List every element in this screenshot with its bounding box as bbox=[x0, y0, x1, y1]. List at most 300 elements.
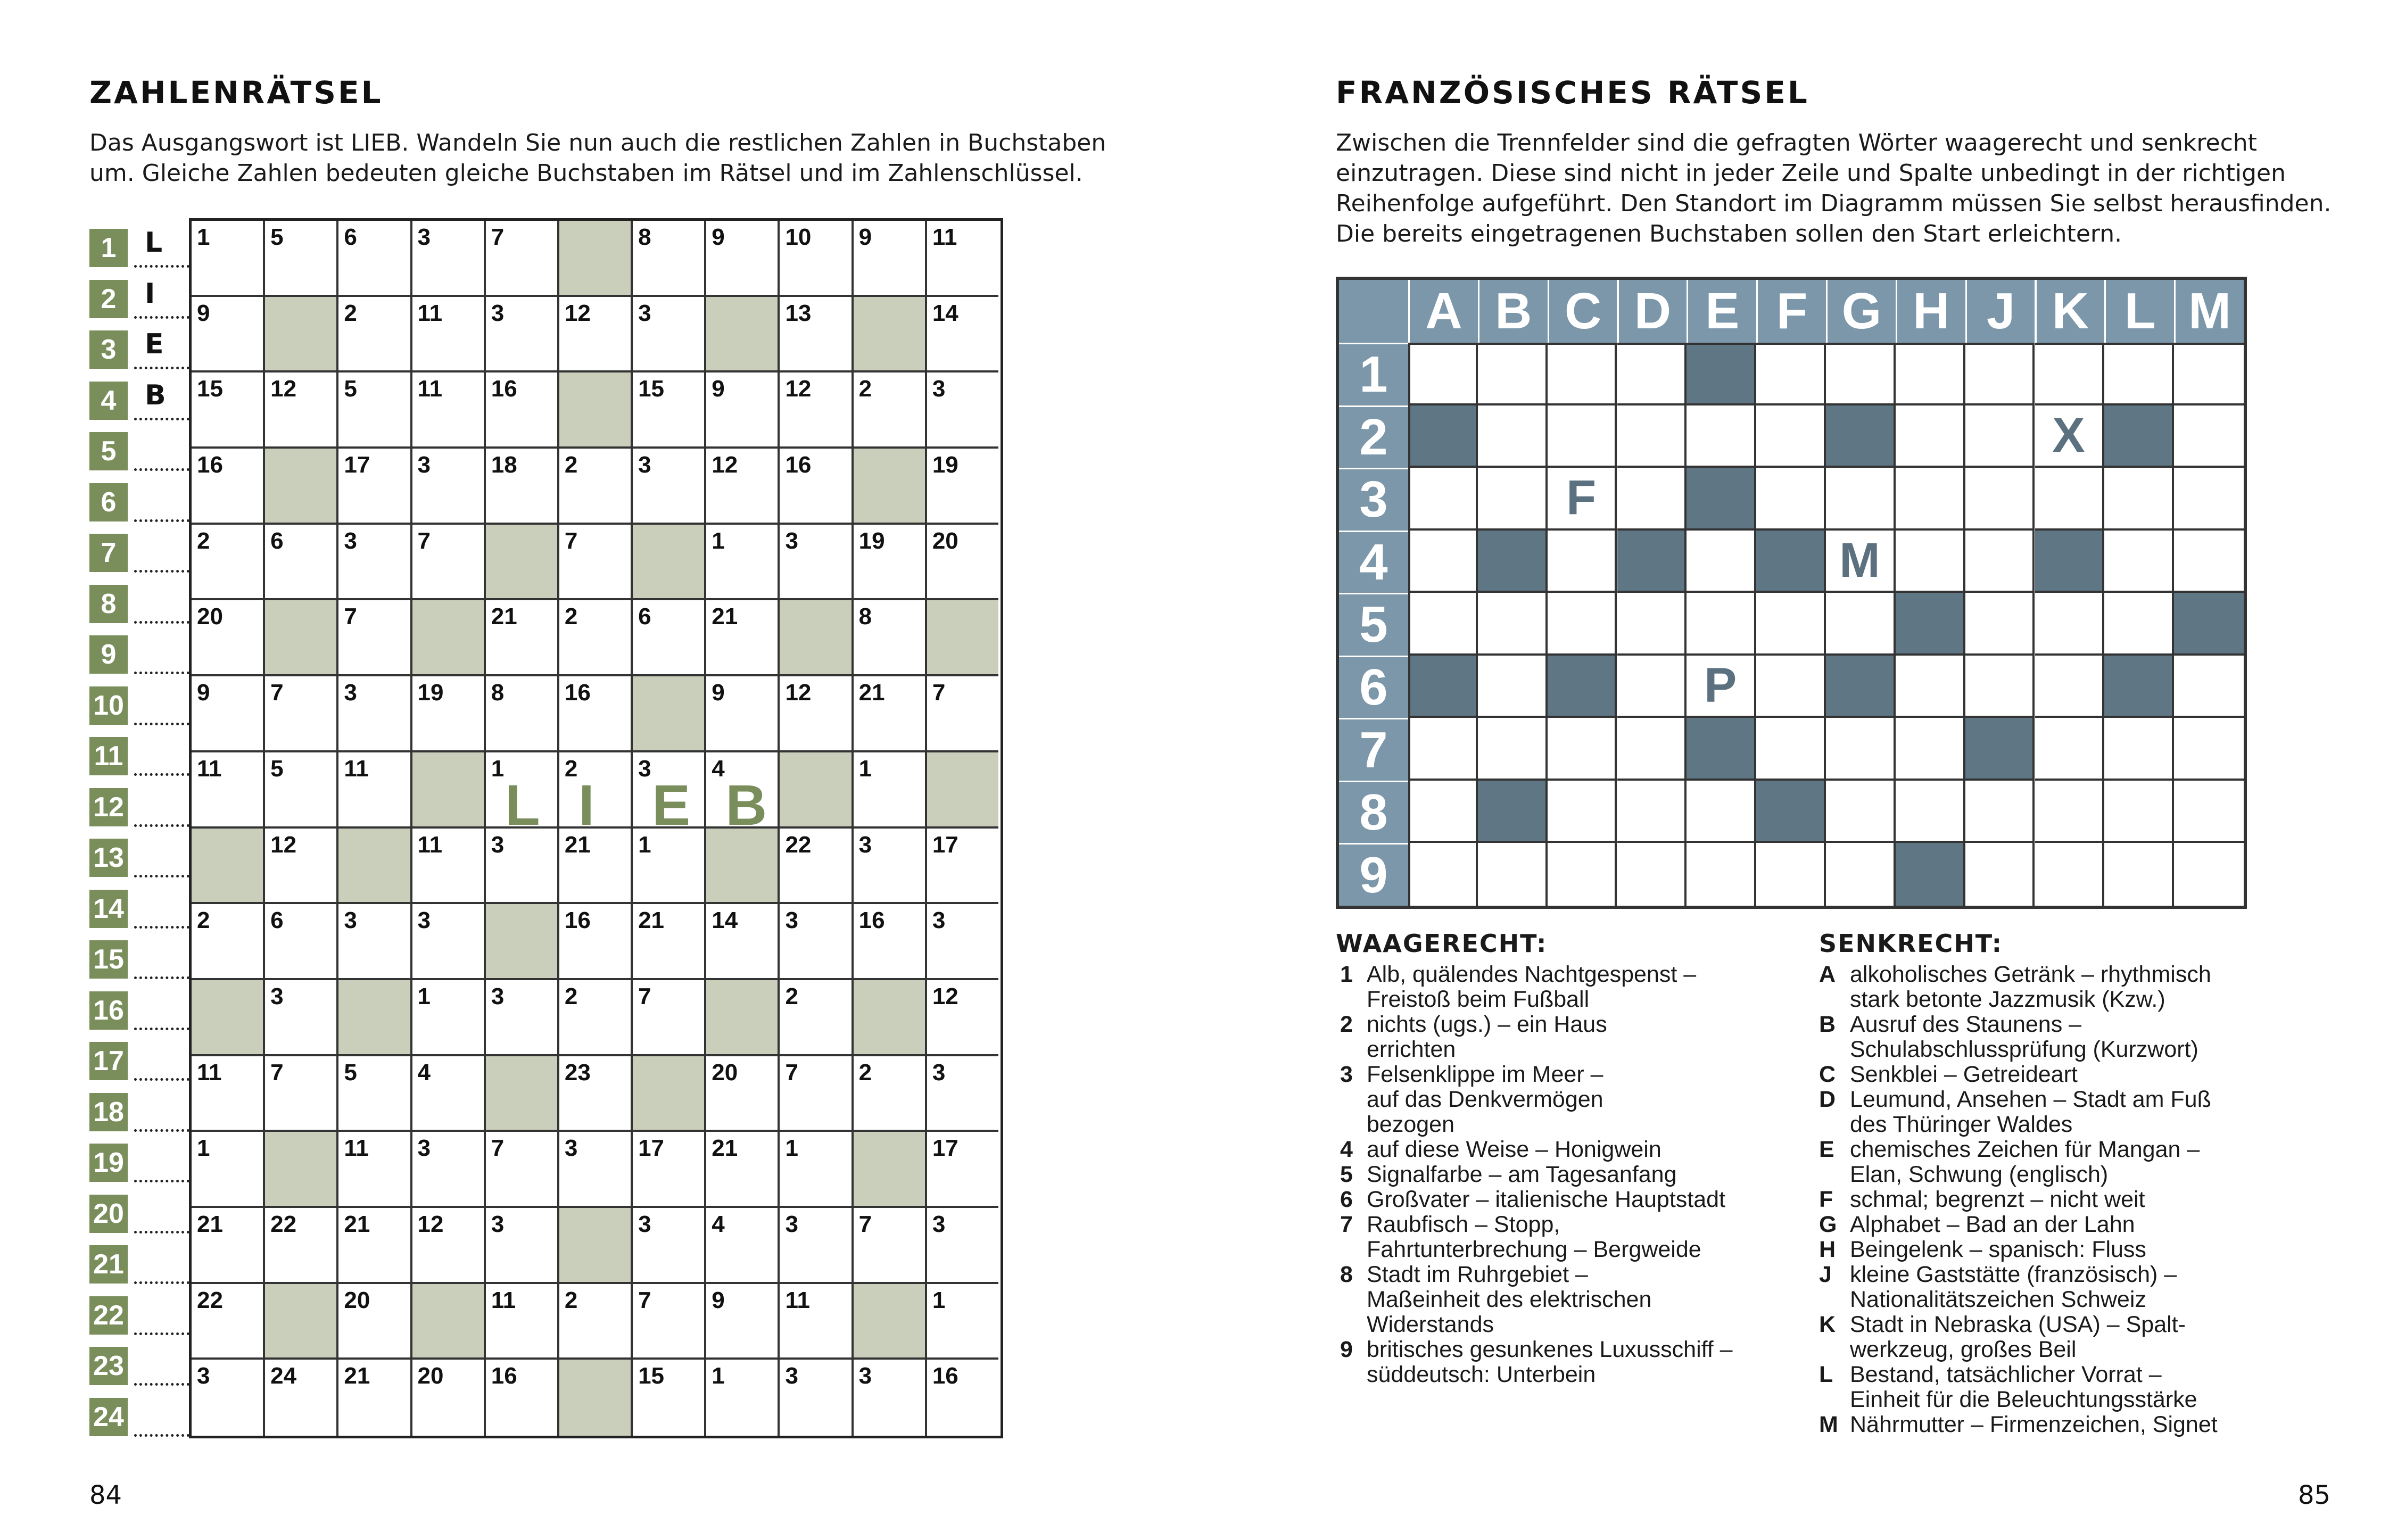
grid-number-cell[interactable] bbox=[265, 221, 338, 297]
grid-number-cell[interactable] bbox=[633, 1360, 706, 1436]
cell-number: 7 bbox=[638, 983, 651, 1009]
key-answer-blank[interactable] bbox=[134, 1414, 189, 1437]
grid-number-cell[interactable] bbox=[338, 600, 412, 676]
grid-number-cell[interactable] bbox=[559, 1284, 633, 1360]
grid-number-cell[interactable] bbox=[412, 829, 486, 905]
grid-number-cell[interactable] bbox=[633, 829, 706, 905]
grid-number-cell[interactable] bbox=[633, 221, 706, 297]
answer-cell[interactable] bbox=[2174, 656, 2244, 718]
grid-number-cell[interactable] bbox=[559, 449, 633, 525]
grid-number-cell[interactable] bbox=[265, 372, 338, 449]
grid-number-cell[interactable] bbox=[780, 676, 853, 752]
answer-cell[interactable] bbox=[1478, 405, 1548, 468]
key-answer-blank[interactable] bbox=[134, 702, 189, 725]
grid-number-cell[interactable] bbox=[780, 1056, 853, 1132]
grid-number-cell[interactable] bbox=[633, 297, 706, 373]
answer-cell[interactable] bbox=[1965, 593, 2035, 656]
grid-number-cell[interactable] bbox=[780, 980, 853, 1056]
answer-cell[interactable] bbox=[1756, 718, 1826, 781]
grid-number-cell[interactable] bbox=[706, 1056, 780, 1132]
grid-number-cell[interactable] bbox=[338, 1360, 412, 1436]
answer-cell[interactable] bbox=[2104, 718, 2174, 781]
key-row bbox=[89, 534, 201, 572]
grid-number-cell[interactable] bbox=[338, 449, 412, 525]
grid-number-cell[interactable] bbox=[780, 1360, 853, 1436]
grid-number-cell[interactable] bbox=[780, 829, 853, 905]
grid-number-cell[interactable] bbox=[780, 221, 853, 297]
answer-cell[interactable] bbox=[1617, 718, 1687, 781]
cell-number: 21 bbox=[712, 1135, 738, 1162]
grid-number-cell[interactable] bbox=[412, 1056, 486, 1132]
grid-number-cell[interactable] bbox=[265, 525, 338, 601]
answer-cell[interactable] bbox=[2174, 781, 2244, 843]
grid-number-cell[interactable] bbox=[486, 1208, 559, 1284]
cell-number: 2 bbox=[344, 300, 357, 326]
grid-number-cell[interactable] bbox=[559, 829, 633, 905]
grid-number-cell[interactable] bbox=[633, 600, 706, 676]
answer-cell[interactable] bbox=[2174, 843, 2244, 906]
answer-cell[interactable] bbox=[2035, 718, 2105, 781]
grid-number-cell[interactable] bbox=[854, 829, 927, 905]
grid-number-cell[interactable] bbox=[486, 1360, 559, 1436]
clue-item bbox=[1819, 1212, 2309, 1237]
grid-number-cell[interactable] bbox=[854, 372, 927, 449]
grid-number-cell[interactable] bbox=[338, 297, 412, 373]
grid-number-cell[interactable] bbox=[192, 904, 265, 980]
answer-cell[interactable] bbox=[1965, 531, 2035, 593]
french-crossword-grid bbox=[1336, 277, 2247, 909]
answer-cell[interactable] bbox=[2035, 656, 2105, 718]
grid-number-cell[interactable] bbox=[192, 221, 265, 297]
grid-number-cell[interactable] bbox=[338, 904, 412, 980]
grid-number-cell[interactable] bbox=[927, 525, 998, 601]
grid-number-cell[interactable] bbox=[706, 449, 780, 525]
grid-number-cell[interactable] bbox=[559, 980, 633, 1056]
column-header: A bbox=[1408, 280, 1478, 343]
answer-cell[interactable] bbox=[1408, 593, 1478, 656]
key-answer-blank[interactable] bbox=[134, 550, 189, 573]
grid-number-cell[interactable] bbox=[192, 1056, 265, 1132]
answer-cell[interactable] bbox=[2104, 468, 2174, 531]
key-answer-blank[interactable] bbox=[134, 601, 189, 624]
answer-cell[interactable] bbox=[1408, 843, 1478, 906]
cell-number: 9 bbox=[712, 376, 725, 402]
answer-cell[interactable] bbox=[1617, 405, 1687, 468]
grid-number-cell[interactable] bbox=[927, 449, 998, 525]
answer-cell[interactable] bbox=[1408, 343, 1478, 405]
grid-number-cell[interactable] bbox=[338, 1132, 412, 1208]
grid-number-cell[interactable] bbox=[192, 676, 265, 752]
answer-cell[interactable] bbox=[2104, 593, 2174, 656]
answer-cell[interactable]: M bbox=[1826, 531, 1896, 593]
grid-block-cell bbox=[780, 600, 853, 676]
answer-cell[interactable]: X bbox=[2035, 405, 2105, 468]
grid-number-cell[interactable] bbox=[192, 525, 265, 601]
answer-cell[interactable] bbox=[1687, 593, 1756, 656]
grid-number-cell[interactable] bbox=[412, 1208, 486, 1284]
grid-block-cell bbox=[265, 600, 338, 676]
grid-number-cell[interactable] bbox=[559, 1056, 633, 1132]
grid-number-cell[interactable] bbox=[338, 1208, 412, 1284]
clue-text-line: Bestand, tatsächlicher Vorrat – bbox=[1850, 1362, 2162, 1387]
answer-cell[interactable] bbox=[1826, 781, 1896, 843]
clue-number: 8 bbox=[1340, 1262, 1353, 1287]
answer-cell[interactable] bbox=[1756, 343, 1826, 405]
grid-number-cell[interactable] bbox=[706, 1208, 780, 1284]
grid-number-cell[interactable] bbox=[854, 752, 927, 829]
grid-number-cell[interactable] bbox=[412, 980, 486, 1056]
grid-number-cell[interactable] bbox=[706, 676, 780, 752]
answer-cell[interactable] bbox=[1896, 531, 1965, 593]
grid-number-cell[interactable] bbox=[780, 372, 853, 449]
grid-number-cell[interactable] bbox=[927, 1208, 998, 1284]
answer-cell[interactable] bbox=[1896, 781, 1965, 843]
answer-cell[interactable] bbox=[2174, 405, 2244, 468]
answer-cell[interactable] bbox=[1548, 843, 1617, 906]
answer-cell[interactable] bbox=[1965, 343, 2035, 405]
grid-number-cell[interactable] bbox=[780, 297, 853, 373]
key-number-badge: 16 bbox=[89, 991, 128, 1030]
grid-number-cell[interactable] bbox=[265, 829, 338, 905]
grid-number-cell[interactable] bbox=[265, 752, 338, 829]
grid-number-cell[interactable] bbox=[633, 1208, 706, 1284]
key-answer-blank[interactable] bbox=[134, 1261, 189, 1284]
cell-number: 16 bbox=[858, 907, 885, 934]
grid-number-cell[interactable] bbox=[927, 1132, 998, 1208]
answer-cell[interactable] bbox=[1478, 343, 1548, 405]
cell-number: 7 bbox=[417, 527, 431, 554]
clue-number: A bbox=[1819, 962, 1836, 987]
answer-cell[interactable] bbox=[1826, 718, 1896, 781]
grid-number-cell[interactable] bbox=[265, 1360, 338, 1436]
cell-number: 11 bbox=[417, 300, 443, 326]
grid-number-cell[interactable] bbox=[854, 525, 927, 601]
answer-cell[interactable]: P bbox=[1687, 656, 1756, 718]
answer-cell[interactable] bbox=[1408, 781, 1478, 843]
key-answer-blank[interactable] bbox=[134, 956, 189, 979]
answer-cell[interactable] bbox=[1687, 843, 1756, 906]
grid-number-cell[interactable] bbox=[927, 1284, 998, 1360]
grid-block-cell bbox=[486, 525, 559, 601]
cell-number: 7 bbox=[270, 680, 284, 706]
answer-cell[interactable]: F bbox=[1548, 468, 1617, 531]
column-header: E bbox=[1687, 280, 1756, 343]
grid-number-cell[interactable] bbox=[706, 1284, 780, 1360]
answer-cell[interactable] bbox=[2104, 531, 2174, 593]
grid-number-cell[interactable] bbox=[559, 676, 633, 752]
key-row bbox=[89, 1347, 201, 1385]
answer-cell[interactable] bbox=[1896, 718, 1965, 781]
down-clues bbox=[1819, 962, 2309, 1437]
answer-cell[interactable] bbox=[2104, 843, 2174, 906]
answer-cell[interactable] bbox=[1896, 468, 1965, 531]
answer-cell[interactable] bbox=[1965, 843, 2035, 906]
grid-number-cell[interactable] bbox=[706, 525, 780, 601]
grid-number-cell[interactable] bbox=[412, 1132, 486, 1208]
answer-cell[interactable] bbox=[2035, 781, 2105, 843]
grid-number-cell[interactable] bbox=[780, 904, 853, 980]
grid-block-cell bbox=[412, 752, 486, 829]
grid-number-cell[interactable] bbox=[192, 1284, 265, 1360]
grid-number-cell[interactable] bbox=[559, 297, 633, 373]
clue-number: D bbox=[1819, 1087, 1836, 1112]
key-answer-blank[interactable] bbox=[134, 1312, 189, 1335]
grid-number-cell[interactable] bbox=[854, 1360, 927, 1436]
grid-number-cell[interactable] bbox=[338, 752, 412, 829]
answer-cell[interactable] bbox=[2035, 468, 2105, 531]
grid-number-cell[interactable] bbox=[559, 600, 633, 676]
grid-number-cell[interactable] bbox=[854, 600, 927, 676]
grid-number-cell[interactable] bbox=[192, 1208, 265, 1284]
answer-cell[interactable] bbox=[2174, 343, 2244, 405]
answer-cell[interactable] bbox=[2174, 468, 2244, 531]
grid-number-cell[interactable] bbox=[706, 600, 780, 676]
cell-number: 14 bbox=[932, 300, 958, 326]
grid-number-cell[interactable] bbox=[780, 449, 853, 525]
grid-number-cell[interactable] bbox=[633, 980, 706, 1056]
separator-cell bbox=[1548, 656, 1617, 718]
key-answer-blank[interactable] bbox=[134, 855, 189, 877]
grid-number-cell[interactable] bbox=[706, 372, 780, 449]
grid-number-cell[interactable] bbox=[338, 221, 412, 297]
grid-number-cell[interactable] bbox=[780, 1208, 853, 1284]
cell-number: 3 bbox=[638, 300, 651, 326]
answer-cell[interactable] bbox=[1826, 468, 1896, 531]
answer-cell[interactable] bbox=[1617, 343, 1687, 405]
separator-cell bbox=[2104, 656, 2174, 718]
clue-number: H bbox=[1819, 1237, 1836, 1262]
answer-cell[interactable] bbox=[2035, 843, 2105, 906]
answer-cell[interactable] bbox=[1756, 405, 1826, 468]
grid-number-cell[interactable] bbox=[412, 449, 486, 525]
grid-number-cell[interactable] bbox=[486, 829, 559, 905]
grid-number-cell[interactable] bbox=[265, 1208, 338, 1284]
grid-number-cell[interactable] bbox=[265, 980, 338, 1056]
grid-number-cell[interactable] bbox=[486, 1132, 559, 1208]
key-answer-blank[interactable] bbox=[134, 1363, 189, 1386]
answer-cell[interactable] bbox=[1896, 656, 1965, 718]
answer-cell[interactable] bbox=[1826, 843, 1896, 906]
cell-number: 3 bbox=[858, 1363, 872, 1389]
grid-number-cell[interactable] bbox=[192, 297, 265, 373]
grid-number-cell[interactable] bbox=[854, 676, 927, 752]
grid-number-cell[interactable] bbox=[265, 676, 338, 752]
grid-number-cell[interactable] bbox=[486, 297, 559, 373]
answer-cell[interactable] bbox=[1965, 405, 2035, 468]
grid-number-cell[interactable] bbox=[338, 676, 412, 752]
grid-block-cell bbox=[412, 1284, 486, 1360]
answer-cell[interactable] bbox=[1617, 593, 1687, 656]
grid-number-cell[interactable] bbox=[486, 372, 559, 449]
answer-cell[interactable] bbox=[1965, 468, 2035, 531]
grid-number-cell[interactable] bbox=[486, 1284, 559, 1360]
grid-number-cell[interactable] bbox=[706, 221, 780, 297]
grid-number-cell[interactable] bbox=[338, 525, 412, 601]
grid-number-cell[interactable] bbox=[192, 600, 265, 676]
cell-number: 21 bbox=[638, 907, 665, 934]
grid-number-cell[interactable] bbox=[706, 1360, 780, 1436]
answer-cell[interactable] bbox=[1548, 343, 1617, 405]
answer-cell[interactable] bbox=[2104, 781, 2174, 843]
answer-cell[interactable] bbox=[1756, 593, 1826, 656]
grid-number-cell[interactable] bbox=[559, 525, 633, 601]
grid-number-cell[interactable] bbox=[780, 525, 853, 601]
cell-number: 3 bbox=[417, 224, 431, 250]
grid-number-cell[interactable] bbox=[338, 372, 412, 449]
grid-number-cell[interactable] bbox=[927, 904, 998, 980]
grid-number-cell[interactable] bbox=[338, 1056, 412, 1132]
grid-number-cell[interactable] bbox=[927, 297, 998, 373]
grid-number-cell[interactable] bbox=[486, 676, 559, 752]
grid-number-cell[interactable] bbox=[633, 904, 706, 980]
grid-number-cell[interactable] bbox=[706, 904, 780, 980]
grid-number-cell[interactable] bbox=[338, 1284, 412, 1360]
grid-number-cell[interactable] bbox=[854, 1056, 927, 1132]
grid-number-cell[interactable] bbox=[927, 980, 998, 1056]
grid-number-cell[interactable] bbox=[265, 1056, 338, 1132]
key-answer-blank[interactable] bbox=[134, 1007, 189, 1030]
cell-number: 2 bbox=[564, 983, 578, 1009]
answer-cell[interactable] bbox=[1408, 468, 1478, 531]
key-number-badge: 3 bbox=[89, 330, 128, 369]
clue-number: 5 bbox=[1340, 1162, 1353, 1187]
grid-block-cell bbox=[486, 904, 559, 980]
answer-cell[interactable] bbox=[1617, 781, 1687, 843]
grid-number-cell[interactable] bbox=[927, 1056, 998, 1132]
clue-text-line: werkzeug, großes Beil bbox=[1850, 1337, 2077, 1362]
answer-cell[interactable] bbox=[1965, 656, 2035, 718]
cell-number: 3 bbox=[932, 907, 946, 934]
answer-cell[interactable] bbox=[1687, 781, 1756, 843]
answer-cell[interactable] bbox=[1756, 843, 1826, 906]
grid-number-cell[interactable] bbox=[192, 1360, 265, 1436]
grid-number-cell[interactable] bbox=[412, 297, 486, 373]
answer-cell[interactable] bbox=[1478, 468, 1548, 531]
grid-number-cell[interactable] bbox=[192, 372, 265, 449]
grid-number-cell[interactable] bbox=[633, 449, 706, 525]
key-answer-blank[interactable] bbox=[134, 448, 189, 471]
grid-number-cell[interactable] bbox=[192, 449, 265, 525]
grid-number-cell[interactable] bbox=[486, 449, 559, 525]
answer-cell[interactable] bbox=[1687, 531, 1756, 593]
grid-number-cell[interactable] bbox=[559, 752, 633, 829]
key-answer-blank[interactable] bbox=[134, 753, 189, 776]
grid-number-cell[interactable] bbox=[412, 1360, 486, 1436]
clue-text-line: Alphabet – Bad an der Lahn bbox=[1850, 1212, 2135, 1237]
grid-number-cell[interactable] bbox=[854, 221, 927, 297]
grid-number-cell[interactable] bbox=[486, 600, 559, 676]
grid-number-cell[interactable] bbox=[559, 904, 633, 980]
grid-number-cell[interactable] bbox=[559, 1132, 633, 1208]
grid-number-cell[interactable] bbox=[412, 676, 486, 752]
grid-number-cell[interactable] bbox=[486, 221, 559, 297]
key-answer-blank[interactable] bbox=[134, 651, 189, 674]
grid-number-cell[interactable] bbox=[412, 221, 486, 297]
answer-cell[interactable] bbox=[1756, 468, 1826, 531]
key-answer-blank[interactable] bbox=[134, 296, 189, 319]
answer-cell[interactable] bbox=[1826, 343, 1896, 405]
answer-cell[interactable] bbox=[1617, 843, 1687, 906]
cell-number: 3 bbox=[344, 907, 357, 934]
grid-number-cell[interactable] bbox=[927, 372, 998, 449]
grid-number-cell[interactable] bbox=[633, 1132, 706, 1208]
grid-number-cell[interactable] bbox=[927, 221, 998, 297]
answer-cell[interactable] bbox=[2035, 593, 2105, 656]
answer-cell[interactable] bbox=[1478, 718, 1548, 781]
grid-number-cell[interactable] bbox=[854, 1208, 927, 1284]
grid-number-cell[interactable] bbox=[927, 1360, 998, 1436]
answer-cell[interactable] bbox=[1756, 656, 1826, 718]
grid-block-cell bbox=[559, 1360, 633, 1436]
answer-cell[interactable] bbox=[1617, 656, 1687, 718]
grid-number-cell[interactable] bbox=[633, 1284, 706, 1360]
separator-cell bbox=[1408, 656, 1478, 718]
grid-number-cell[interactable] bbox=[486, 980, 559, 1056]
grid-number-cell[interactable] bbox=[633, 372, 706, 449]
answer-cell[interactable] bbox=[1478, 843, 1548, 906]
answer-cell[interactable] bbox=[1548, 593, 1617, 656]
key-answer-blank[interactable] bbox=[134, 804, 189, 827]
grid-number-cell[interactable] bbox=[706, 1132, 780, 1208]
answer-cell[interactable] bbox=[2104, 343, 2174, 405]
grid-number-cell[interactable] bbox=[854, 904, 927, 980]
answer-cell[interactable] bbox=[1408, 718, 1478, 781]
grid-block-cell bbox=[854, 297, 927, 373]
key-answer-blank[interactable] bbox=[134, 1109, 189, 1132]
answer-cell[interactable] bbox=[1478, 593, 1548, 656]
grid-number-cell[interactable] bbox=[265, 904, 338, 980]
grid-number-cell[interactable] bbox=[927, 829, 998, 905]
answer-cell[interactable] bbox=[2174, 531, 2244, 593]
grid-block-cell bbox=[338, 829, 412, 905]
grid-block-cell bbox=[633, 525, 706, 601]
grid-number-cell[interactable] bbox=[780, 1284, 853, 1360]
answer-cell[interactable] bbox=[1548, 781, 1617, 843]
answer-cell[interactable] bbox=[2035, 343, 2105, 405]
answer-cell[interactable] bbox=[1965, 781, 2035, 843]
grid-number-cell[interactable] bbox=[412, 525, 486, 601]
answer-cell[interactable] bbox=[2174, 718, 2244, 781]
answer-cell[interactable] bbox=[1548, 405, 1617, 468]
grid-number-cell[interactable] bbox=[780, 1132, 853, 1208]
answer-cell[interactable] bbox=[1617, 468, 1687, 531]
intro-text-right bbox=[1336, 128, 2332, 249]
grid-number-cell[interactable] bbox=[412, 372, 486, 449]
answer-cell[interactable] bbox=[1687, 405, 1756, 468]
grid-block-cell bbox=[559, 372, 633, 449]
answer-cell[interactable] bbox=[1548, 531, 1617, 593]
clue-item bbox=[1819, 1012, 2309, 1062]
answer-cell[interactable] bbox=[1896, 405, 1965, 468]
answer-cell[interactable] bbox=[1896, 343, 1965, 405]
key-answer-blank[interactable] bbox=[134, 1058, 189, 1081]
key-answer-blank[interactable] bbox=[134, 1160, 189, 1182]
key-answer-blank[interactable] bbox=[134, 499, 189, 522]
key-answer-blank[interactable] bbox=[134, 1211, 189, 1233]
answer-cell[interactable] bbox=[1478, 656, 1548, 718]
answer-cell[interactable] bbox=[1548, 718, 1617, 781]
answer-cell[interactable] bbox=[1826, 593, 1896, 656]
key-answer-blank[interactable] bbox=[134, 906, 189, 929]
grid-number-cell[interactable] bbox=[412, 904, 486, 980]
grid-number-cell[interactable] bbox=[192, 752, 265, 829]
grid-number-cell[interactable] bbox=[927, 676, 998, 752]
column-header: L bbox=[2104, 280, 2174, 343]
answer-cell[interactable] bbox=[1408, 531, 1478, 593]
grid-number-cell[interactable] bbox=[192, 1132, 265, 1208]
clue-text-line: Schulabschlussprüfung (Kurzwort) bbox=[1850, 1037, 2198, 1062]
clue-number: 2 bbox=[1340, 1012, 1353, 1037]
